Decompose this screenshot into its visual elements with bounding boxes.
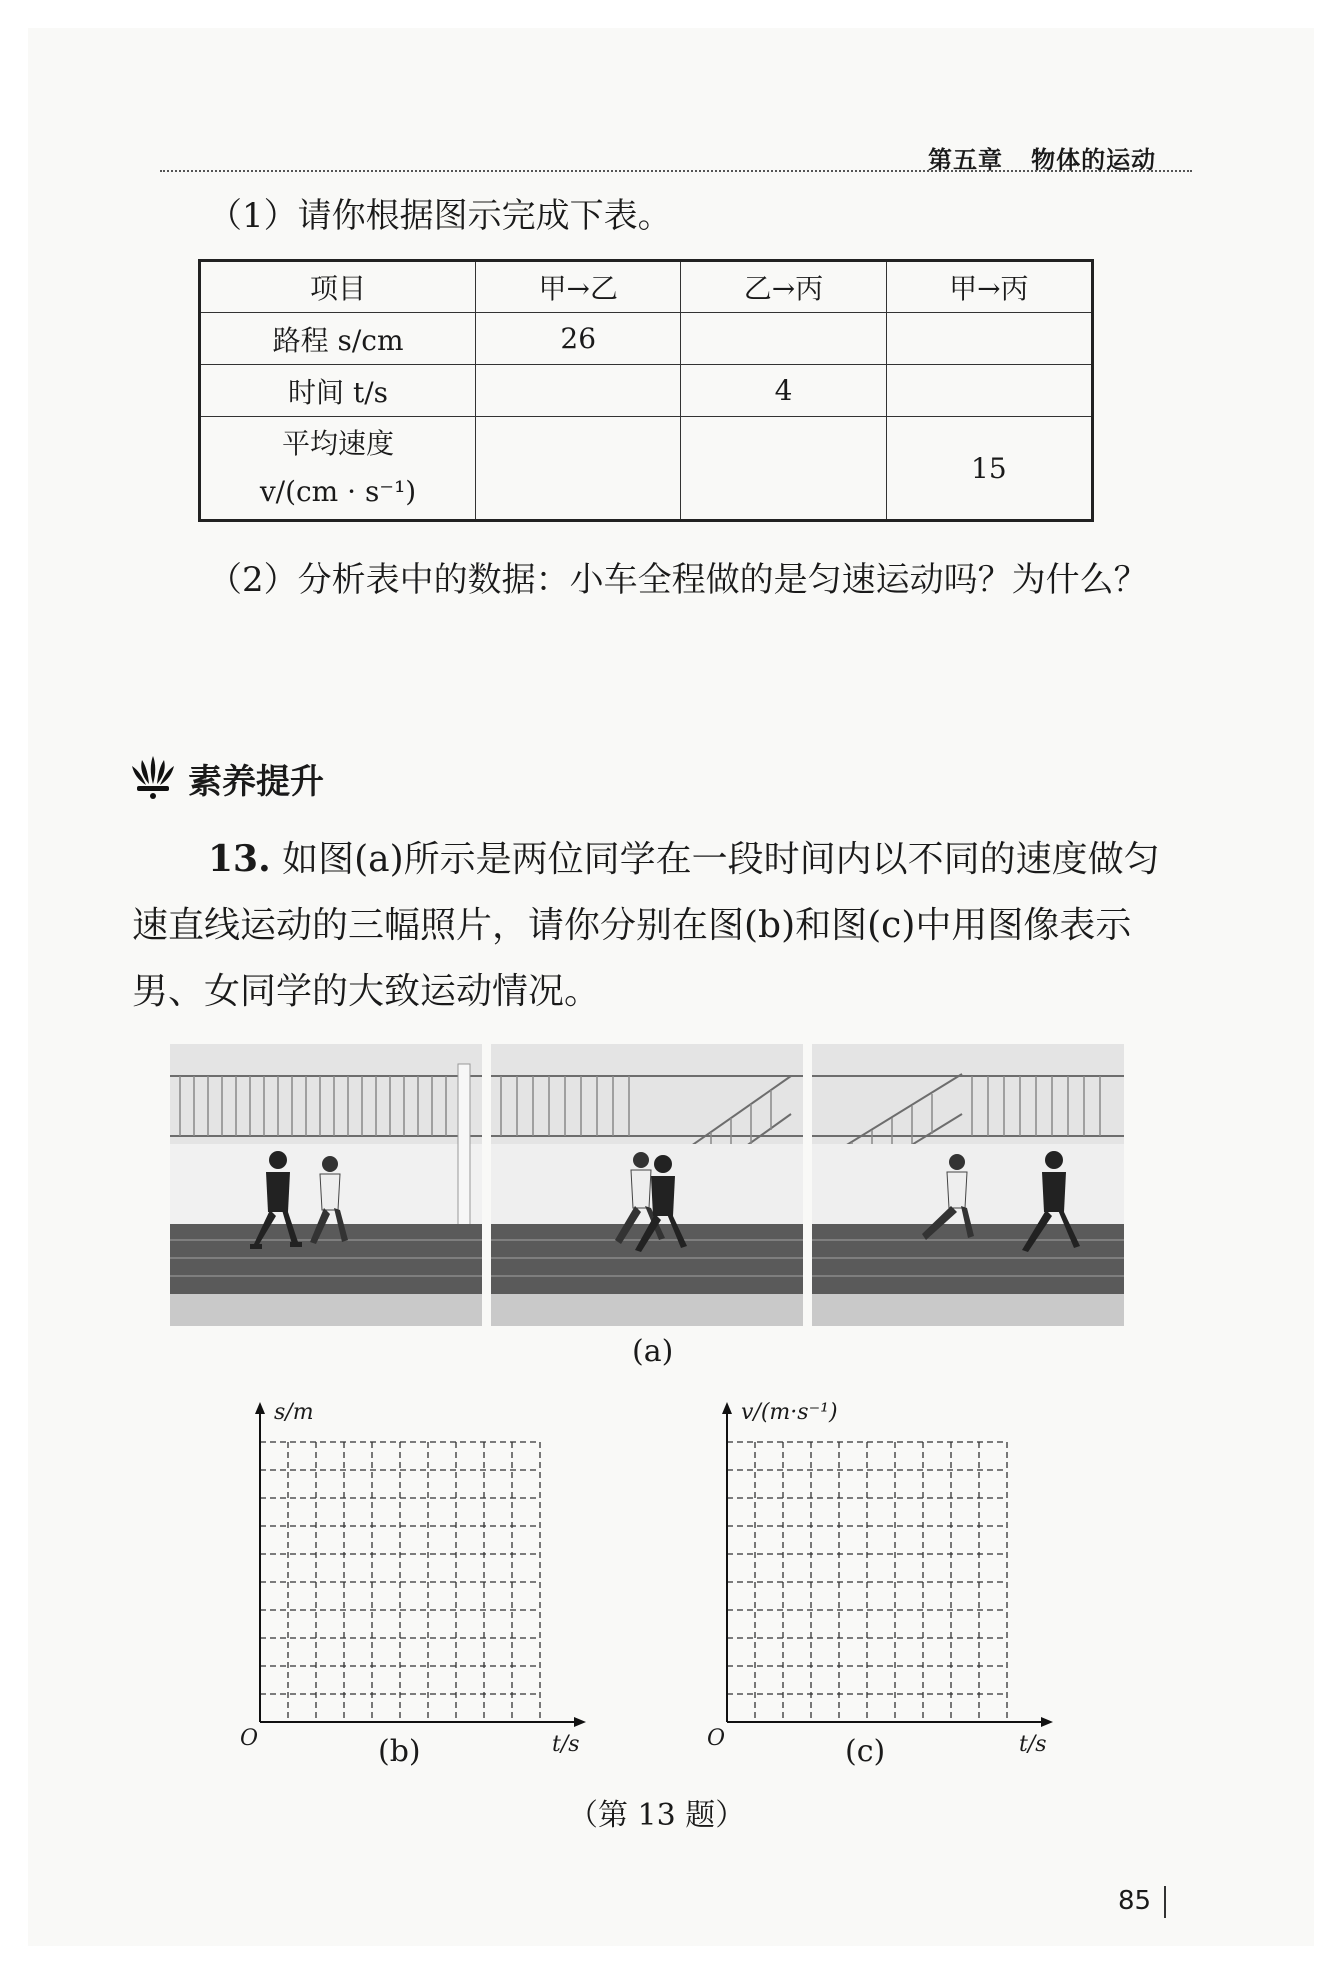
page-number-bar bbox=[1164, 1886, 1166, 1918]
table-header-cell: 项目 bbox=[200, 261, 476, 313]
question-2: （2）分析表中的数据：小车全程做的是匀速运动吗？为什么？ bbox=[208, 560, 1148, 600]
table-cell bbox=[886, 365, 1092, 417]
running-photo-1 bbox=[170, 1044, 482, 1326]
figure-a-caption: (a) bbox=[632, 1334, 674, 1369]
graph-b bbox=[230, 1400, 610, 1774]
table-row bbox=[200, 313, 1093, 365]
y-axis-label: s/m bbox=[274, 1400, 314, 1425]
table-row bbox=[200, 365, 1093, 417]
row-label bbox=[200, 417, 476, 521]
origin-label: O bbox=[707, 1726, 726, 1751]
table-cell bbox=[476, 417, 681, 521]
table-cell bbox=[681, 417, 886, 521]
x-axis-label: t/s bbox=[1019, 1732, 1047, 1757]
table-cell: 4 bbox=[681, 365, 886, 417]
table-cell bbox=[681, 313, 886, 365]
data-table bbox=[198, 259, 1094, 522]
graph-c-caption: (c) bbox=[845, 1734, 886, 1769]
graph-c bbox=[697, 1400, 1077, 1774]
row-label-line: 平均速度 bbox=[282, 427, 395, 460]
table-header-cell: 甲→丙 bbox=[886, 261, 1092, 313]
y-axis-label: v/(m·s⁻¹) bbox=[741, 1400, 838, 1425]
graph-b-caption: (b) bbox=[378, 1734, 421, 1769]
figure-caption: （第 13 题） bbox=[568, 1798, 746, 1833]
problem-number: 13. bbox=[208, 838, 271, 880]
table-cell bbox=[476, 365, 681, 417]
table-row bbox=[200, 417, 1093, 521]
running-photo-3 bbox=[812, 1044, 1124, 1326]
chapter-number: 第五章 bbox=[928, 146, 1003, 174]
header-divider bbox=[160, 170, 1192, 172]
table-cell: 26 bbox=[476, 313, 681, 365]
row-label: 时间 t/s bbox=[200, 365, 476, 417]
row-label-line: v/(cm · s⁻¹) bbox=[259, 475, 417, 508]
section-heading bbox=[128, 752, 324, 804]
table-header-cell: 乙→丙 bbox=[681, 261, 886, 313]
running-photo-2 bbox=[491, 1044, 803, 1326]
problem-13 bbox=[132, 826, 1172, 1025]
x-axis-label: t/s bbox=[552, 1732, 580, 1757]
problem-text: 如图(a)所示是两位同学在一段时间内以不同的速度做匀速直线运动的三幅照片，请你分别在图(b)和图(c)中用图像表示男、女同学的大致运动情况。 bbox=[132, 839, 1160, 1012]
question-1: （1）请你根据图示完成下表。 bbox=[208, 196, 672, 236]
origin-label: O bbox=[240, 1726, 259, 1751]
table-cell bbox=[886, 313, 1092, 365]
page-number: 85 bbox=[1118, 1886, 1152, 1916]
table-header-row bbox=[200, 261, 1093, 313]
row-label: 路程 s/cm bbox=[200, 313, 476, 365]
chapter-title: 物体的运动 bbox=[1031, 146, 1157, 174]
table-cell: 15 bbox=[886, 417, 1092, 521]
section-title: 素养提升 bbox=[188, 761, 324, 802]
table-header-cell: 甲→乙 bbox=[476, 261, 681, 313]
crown-laurel-icon bbox=[128, 752, 178, 804]
